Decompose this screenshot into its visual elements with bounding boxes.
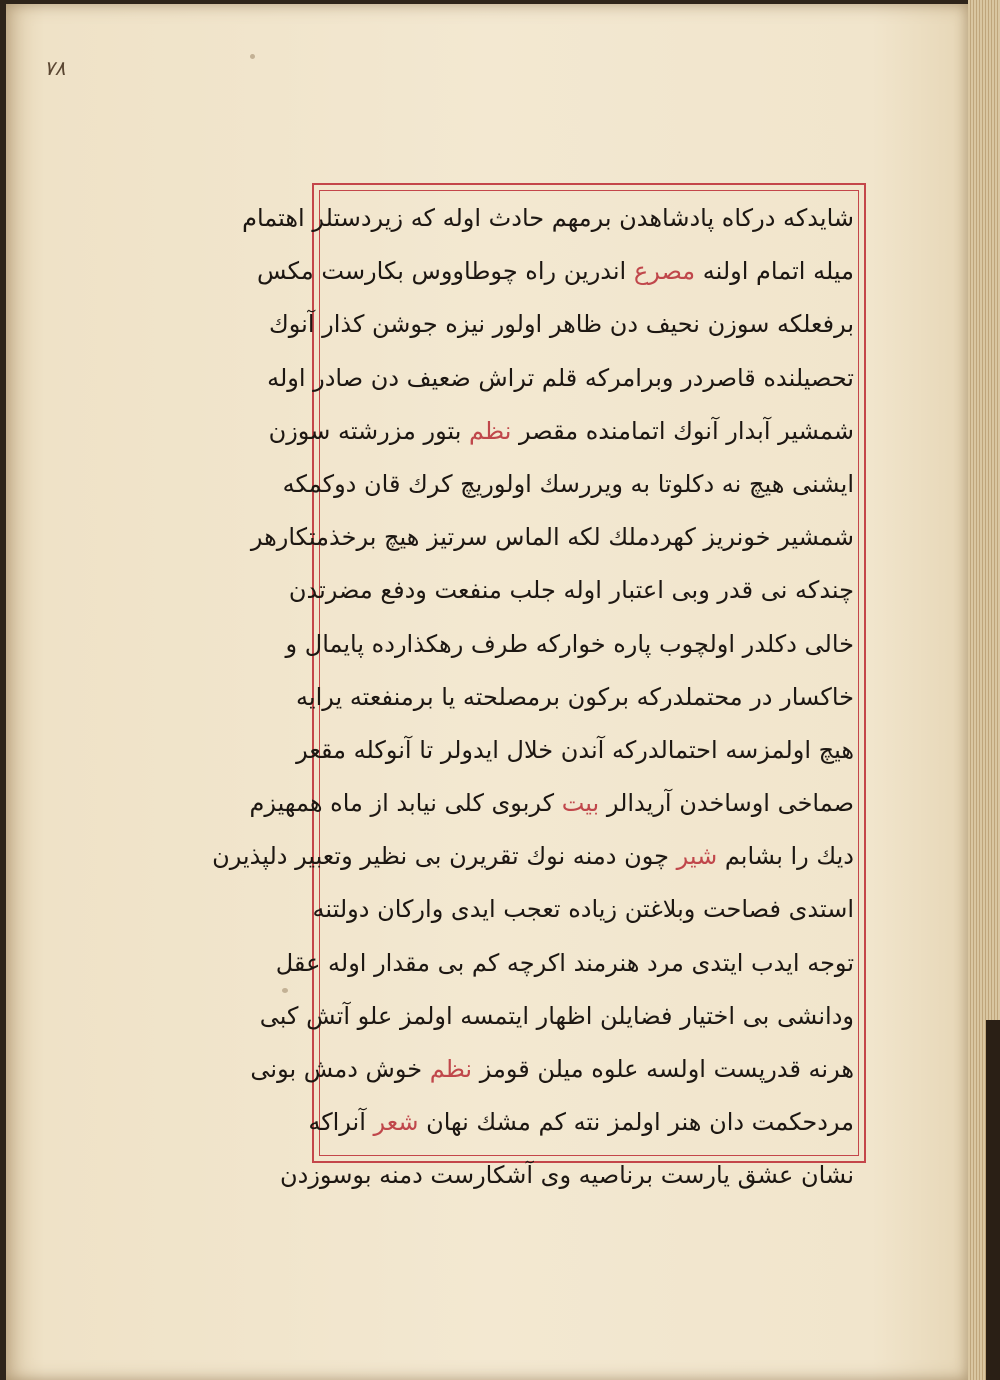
text-segment: نشان عشق یارست [660,1161,854,1190]
text-line [282,458,860,511]
text-line [242,192,860,245]
text-line [296,724,860,777]
text-line [250,511,860,564]
text-segment: صماخی اوساخدن آریدالر [606,789,854,818]
text-line [312,883,860,936]
text-segment: آنراکه [308,1108,366,1137]
text-line [296,671,860,724]
text-segment: ودانشی بی اختیار فضایلن اظهار ایتمسه اولمز علو آتش کبی [259,1001,854,1030]
rubric: نظم [429,1055,473,1083]
text-segment: شایدکه درکاه پادشاهدن برمهم حادث اوله که زیردستلر اهتمام [242,204,854,232]
text-segment: برناصیه وی آشکارست دمنه بوسوزدن [280,1161,654,1190]
text-line [308,1096,860,1149]
rubric: شیر [676,842,718,871]
text-segment: اندرین راه چوطاووس بکارست مکس [257,257,627,286]
text-segment: شمشیر خونریز کهردملك لکه الماس سرتیز هیچ برخذمتکارهر [250,523,854,552]
text-segment: برفعلکه سوزن نحیف دن ظاهر اولور نیزه جوشن کذار آنوك [268,310,854,339]
text-segment: خاکسار در محتملدرکه برکون برمصلحته یا برمنفعته یرایه [296,682,854,711]
text-line [259,990,860,1043]
text-segment: دیك را بشابم [724,842,854,871]
rubric: نظم [469,416,512,445]
text-line [280,1149,860,1202]
text-segment: خالی دکلدر اولچوب پاره خوارکه طرف رهکذارده پایمال و [285,629,854,658]
text-line [249,777,860,830]
text-line [212,830,860,883]
text-line [268,298,860,351]
ink-spot [250,54,255,59]
text-segment: خوش دمش بونی [250,1055,423,1083]
rubric: مصرع [633,257,696,286]
text-segment: تحصیلنده قاصردر وبرامرکه قلم تراش ضعیف دن صادر اوله [267,363,854,392]
text-line [285,618,860,671]
text-segment: بتور مزرشته سوزن [268,416,462,445]
page-edges [968,0,1000,1380]
text-line [250,1043,860,1096]
rubric: شعر [373,1108,419,1137]
text-segment: چون دمنه نوك تقریرن بی نظیر وتعبیر دلپذیرن [212,842,669,871]
text-segment: شمشیر آبدار آنوك اتمامنده مقصر [519,416,854,445]
text-line [257,245,860,298]
text-line [275,937,860,990]
text-segment: استدی فصاحت وبلاغتن زیاده تعجب ایدی وارکان دولتنه [312,895,854,924]
text-segment: هیچ اولمزسه احتمالدرکه آندن خلال ایدولر تا آنوکله مقعر [296,735,854,764]
text-line [267,352,860,405]
text-block [212,192,860,1190]
text-segment: مردحکمت دان هنر اولمز نته کم مشك نهان [426,1108,854,1137]
text-segment: توجه ایدب ایتدی مرد هنرمند اکرچه کم بی مقدار اوله عقل [275,948,854,977]
text-segment: میله اتمام اولنه [702,257,854,286]
text-line [288,564,860,617]
text-segment: هرنه قدرپست اولسه علوه میلن قومز [479,1055,854,1083]
binding-shadow [986,1020,1000,1380]
folio-number: ۷۸ [44,56,66,80]
rubric: بیت [561,789,600,818]
text-segment: چندکه نی قدر وبی اعتبار اوله جلب منفعت ودفع مضرتدن [288,576,854,605]
text-segment: ایشنی هیچ نه دکلوتا به ویررسك اولوریچ کرك قان دوکمکه [282,469,854,498]
text-line [268,405,860,458]
text-segment: کربوی کلی نیابد از ماه همهیزم [249,789,555,818]
